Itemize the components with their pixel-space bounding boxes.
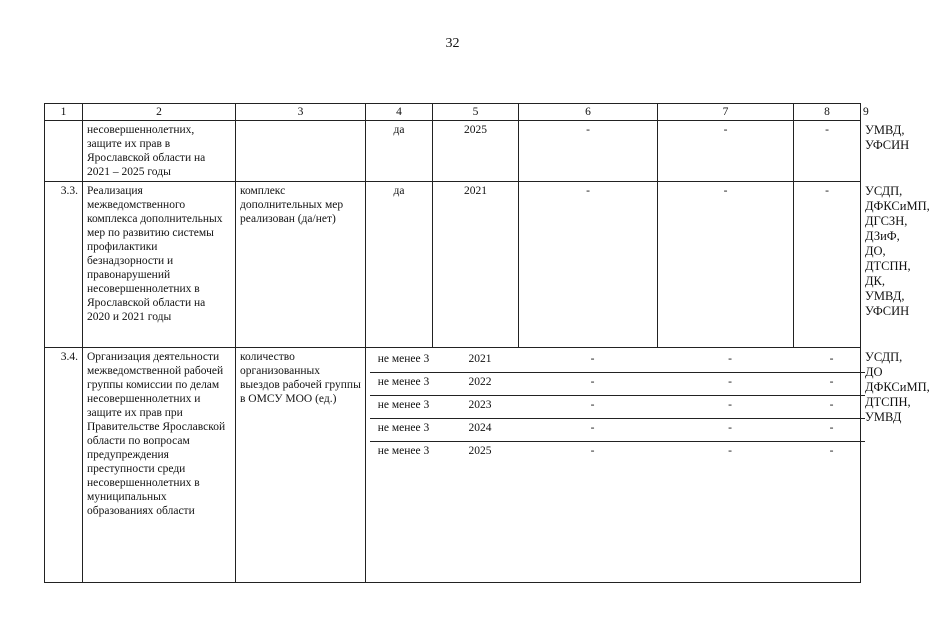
row-number <box>45 121 83 182</box>
target-value: да <box>366 182 433 348</box>
table-row: 3.3. Реализация межведомственного комплекса дополнительных мер по развитию системы профилактики безнадзорности и правонарушений несовершеннолетних в Ярославской области на 2020 и 2021 годы комплекс дополнительных мер реализован (да/нет) да 2021 - - - УСДП, ДФКСиМП, ДГСЗН, ДЗиФ, ДО, ДТСПН, ДК, УМВД, УФСИН <box>45 182 861 348</box>
column-8-value: - <box>794 182 861 348</box>
table-row: несовершеннолетних, защите их прав в Ярославской области на 2021 – 2025 годы да 2025 - - - УМВД, УФСИН <box>45 121 861 182</box>
column-8-value: - <box>798 419 865 442</box>
year-value: 2023 <box>437 396 523 419</box>
column-7-value: - <box>662 396 798 419</box>
year-row <box>370 350 865 373</box>
header-cell-1: 1 <box>45 104 83 121</box>
target-value: да <box>366 121 433 182</box>
year-value: 2024 <box>437 419 523 442</box>
row-number: 3.3. <box>45 182 83 348</box>
column-6-value: - <box>523 419 662 442</box>
year-value: 2025 <box>433 121 519 182</box>
indicator-text: комплекс дополнительных мер реализован (да/нет) <box>236 182 366 348</box>
year-value: 2021 <box>433 182 519 348</box>
column-7-value: - <box>662 373 798 396</box>
year-value: 2022 <box>437 373 523 396</box>
column-8-value: - <box>798 350 865 373</box>
page-number: 32 <box>445 36 460 51</box>
measure-text: Организация деятельности межведомственной рабочей группы комиссии по делам несовершеннолетних и защите их прав при Правительстве Ярославской области по вопросам предупреждения преступности среди несовершеннолетних в муниципальных образованиях области <box>83 348 236 583</box>
column-6-value: - <box>523 373 662 396</box>
column-6-value: - <box>523 350 662 373</box>
target-value: не менее 3 <box>370 373 437 396</box>
yearly-targets-table <box>370 350 865 580</box>
year-row <box>370 373 865 396</box>
column-8-value: - <box>798 373 865 396</box>
year-value: 2021 <box>437 350 523 373</box>
header-cell-7: 7 <box>658 104 794 121</box>
measure-text: Реализация межведомственного комплекса дополнительных мер по развитию системы профилактики безнадзорности и правонарушений несовершеннолетних в Ярославской области на 2020 и 2021 годы <box>83 182 236 348</box>
column-7-value: - <box>662 419 798 442</box>
table-row: 3.4. Организация деятельности межведомственной рабочей группы комиссии по делам несовершеннолетних и защите их прав при Правительстве Ярославской области по вопросам предупреждения преступности среди несовершеннолетних в муниципальных образованиях области количество организованных выездов рабочей группы в ОМСУ МОО (ед.) не менее 3 2021 - - - не менее 3 2022 - - - не менее 3 2023 - - - не менее 3 2024 - - - не менее 3 2025 - - - УСДП, ДО ДФКСиМП, ДТСПН, УМВД <box>45 348 861 583</box>
header-cell-4: 4 <box>366 104 433 121</box>
year-row <box>370 419 865 442</box>
column-7-value: - <box>728 445 732 457</box>
header-cell-8: 8 <box>794 104 861 121</box>
row-number: 3.4. <box>45 348 83 583</box>
header-row: 1 2 3 4 5 6 7 8 9 <box>45 104 861 121</box>
header-cell-2: 2 <box>83 104 236 121</box>
target-value: не менее 3 <box>370 396 437 419</box>
year-value: 2025 <box>468 445 492 457</box>
target-value: не менее 3 <box>370 419 437 442</box>
column-7-value: - <box>662 350 798 373</box>
yearly-targets <box>366 348 861 583</box>
indicator-text: количество организованных выездов рабочей группы в ОМСУ МОО (ед.) <box>236 348 366 583</box>
header-cell-3: 3 <box>236 104 366 121</box>
target-value: не менее 3 <box>377 445 430 457</box>
column-8-value: - <box>794 121 861 182</box>
column-6-value: - <box>519 121 658 182</box>
column-6-value: - <box>519 182 658 348</box>
measures-table <box>44 103 930 583</box>
year-row <box>370 396 865 419</box>
year-row <box>370 442 865 581</box>
column-8-value: - <box>798 396 865 419</box>
indicator-text <box>236 121 366 182</box>
column-6-value: - <box>590 445 595 457</box>
header-cell-5: 5 <box>433 104 519 121</box>
column-6-value: - <box>523 396 662 419</box>
column-7-value: - <box>658 182 794 348</box>
header-cell-6: 6 <box>519 104 658 121</box>
column-8-value: - <box>829 445 834 457</box>
target-value: не менее 3 <box>370 350 437 373</box>
column-7-value: - <box>658 121 794 182</box>
measure-text: несовершеннолетних, защите их прав в Ярославской области на 2021 – 2025 годы <box>83 121 236 182</box>
